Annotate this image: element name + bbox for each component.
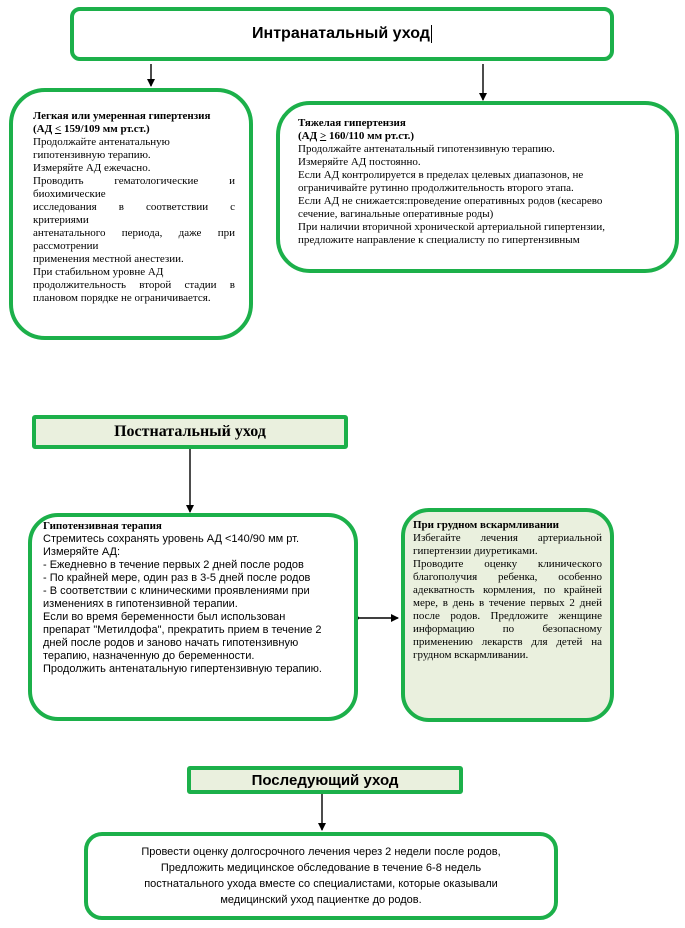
text-line: грудном вскармливании. [413,649,529,661]
text-line: применения местной анестезии. [33,253,184,265]
text-line: постнатального ухода вместе со специалистами, которые оказывали [144,878,498,890]
text-line: дней после родов и заново начать гипотензивную [43,637,299,649]
followup-box [84,832,558,920]
breastfeeding-heading: При грудном вскармливании [413,519,560,531]
text-line: плановом порядке не ограничивается. [33,292,211,304]
text-line: Продолжайте антенатальный гипотензивную терапию. [298,143,555,155]
text-line: Проводите оценку клинического [413,558,602,570]
text-line: адекватность кормления, по крайней [413,584,602,596]
text-line: Провести оценку долгосрочного лечения через 2 недели после родов, [141,846,501,858]
text-line: Продолжить антенатальную гипертензивную терапию. [43,663,322,675]
text-line: препарат "Метилдофа", прекратить прием в течение 2 [43,624,322,636]
mild-bp-threshold: (АД < 159/109 мм рт.ст.) [33,123,150,135]
text-line: ограничивайте рутинно продолжительность второго этапа. [298,182,574,194]
mild-hypertension-heading: Легкая или умеренная гипертензия [33,110,211,122]
text-line: При стабильном уровне АД [33,266,164,278]
text-line: антенатального периода, даже при [33,227,235,239]
text-line: Если АД не снижается:проведение оперативных родов (кесарево [298,195,603,207]
breastfeeding-text [413,532,602,662]
text-line: продолжительность второй стадии в [33,279,235,291]
severe-hypertension-box [276,101,679,273]
followup-text [88,844,554,908]
text-line: Проводить гематологические и [33,175,235,187]
text-line: изменениях в гипотензивной терапии. [43,598,238,610]
text-line: благополучия ребенка, особенно [413,571,602,583]
text-line: Стремитесь сохранять уровень АД <140/90 мм рт. [43,533,300,545]
hypotensive-therapy-heading: Гипотензивная терапия [43,520,162,532]
text-line: гипертензии диуретиками. [413,545,538,557]
mild-hypertension-text [33,136,235,305]
text-line: Продолжайте антенатальную [33,136,170,148]
text-line: Измеряйте АД ежечасно. [33,162,151,174]
mild-hypertension-box [9,88,253,340]
text-line: биохимические [33,188,106,200]
severe-bp-threshold: (АД > 160/110 мм рт.ст.) [298,130,415,142]
postnatal-title: Постнатальный уход [114,423,266,440]
text-line: При наличии вторичной хронической артериальной гипертензии, [298,221,605,233]
text-line: применению лекарств для детей на [413,636,602,648]
text-line: Если АД контролируется в пределах целевых диапазонов, не [298,169,584,181]
text-line: исследования в соответствии с [33,201,235,213]
text-line: рассмотрении [33,240,99,252]
text-line: сечение, вагинальные оперативные роды) [298,208,494,220]
text-line: - Ежедневно в течение первых 2 дней после родов [43,559,304,571]
text-line: терапию, назначенную до беременности. [43,650,255,662]
followup-header [187,766,463,794]
text-line: медицинский уход пациентке до родов. [220,894,422,906]
text-line: информацию по безопасному [413,623,602,635]
text-line: предложите направление к специалисту по гипертензивным [298,234,580,246]
text-line: Измеряйте АД постоянно. [298,156,421,168]
text-line: - В соответствии с клиническими проявлениями при [43,585,310,597]
text-cursor [431,25,432,43]
hypotensive-therapy-box [28,513,358,721]
text-line: Измеряйте АД: [43,546,121,558]
text-line: Если во время беременности был использован [43,611,286,623]
text-line: Избегайте лечения артериальной [413,532,602,544]
severe-hypertension-heading: Тяжелая гипертензия [298,117,406,129]
followup-title: Последующий уход [251,771,399,789]
hypotensive-therapy-text [43,533,344,676]
text-line: Предложить медицинское обследование в течение 6-8 недель [160,862,482,874]
text-line: после родов. Предложите женщине [413,610,602,622]
postnatal-header [32,415,348,449]
severe-hypertension-text [298,143,663,247]
text-line: мере, в день в течение первых 2 дней [413,597,602,609]
intrapartum-header [70,7,614,61]
intrapartum-title: Интранатальный уход [252,25,430,42]
text-line: гипотензивную терапию. [33,149,151,161]
breastfeeding-box [401,508,614,722]
text-line: - По крайней мере, один раз в 3-5 дней после родов [43,572,311,584]
text-line: критериями [33,214,89,226]
